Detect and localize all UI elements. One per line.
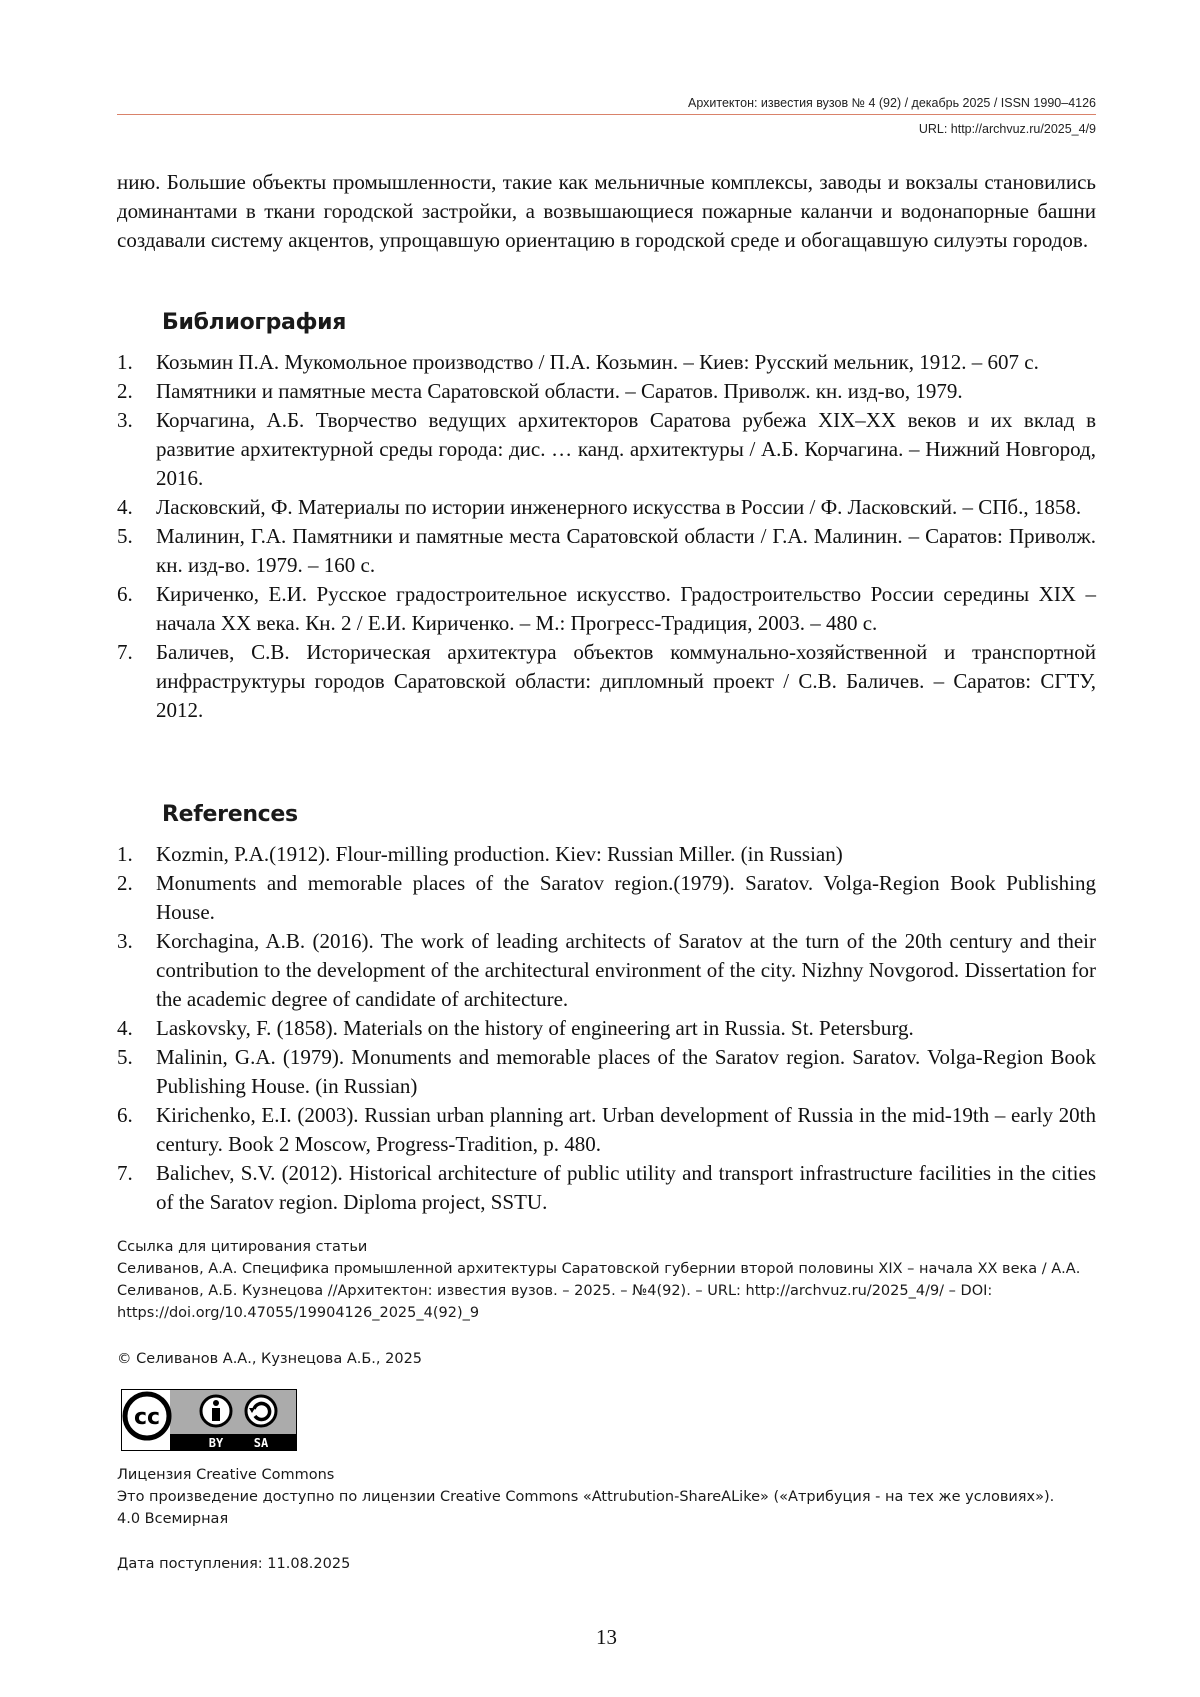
bibliography-item	[117, 377, 1096, 406]
item-number: 5.	[117, 1045, 133, 1069]
item-text: Kozmin, P.A.(1912). Flour-milling production. Kiev: Russian Miller. (in Russian)	[156, 842, 843, 866]
bibliography-item	[117, 493, 1096, 522]
item-number: 3.	[117, 929, 133, 953]
item-text: Laskovsky, F. (1858). Materials on the history of engineering art in Russia. St. Petersburg.	[156, 1016, 914, 1040]
item-number: 1.	[117, 350, 133, 374]
item-text: Korchagina, A.B. (2016). The work of leading architects of Saratov at the turn of the 20th century and their contribution to the development of the architectural environment of the city. Nizhny Novgorod. Dissertation for the academic degree of candidate of architecture.	[156, 929, 1096, 1011]
item-number: 7.	[117, 640, 133, 664]
citation-block	[117, 1236, 1096, 1324]
citation-text: Селиванов, А.А. Специфика промышленной архитектуры Саратовской губернии второй половины XIX – начала XX века / А.А. Селиванов, А.Б. Кузнецова //Архитектон: известия вузов. – 2025. – №4(92). – URL: http://archvuz.ru/2025_4/9/ – DOI: https://doi.org/10.47055/19904126_2025_4(92)_9	[117, 1261, 1081, 1321]
article-url: URL: http://archvuz.ru/2025_4/9	[918, 122, 1096, 136]
by-label: BY	[208, 1436, 224, 1450]
item-number: 6.	[117, 1103, 133, 1127]
reference-item	[117, 1101, 1096, 1159]
license-version: 4.0 Всемирная	[117, 1511, 229, 1527]
item-number: 1.	[117, 842, 133, 866]
item-text: Баличев, С.В. Историческая архитектура объектов коммунально-хозяйственной и транспортной инфраструктуры городов Саратовской области: дипломный проект / С.В. Баличев. – Саратов: СГТУ, 2012.	[156, 640, 1096, 722]
item-number: 4.	[117, 495, 133, 519]
item-text: Малинин, Г.А. Памятники и памятные места Саратовской области / Г.А. Малинин. – Саратов: Приволж. кн. изд-во. 1979. – 160 с.	[156, 524, 1096, 577]
item-text: Ласковский, Ф. Материалы по истории инженерного искусства в России / Ф. Ласковский. – СПб., 1858.	[156, 495, 1082, 519]
item-number: 6.	[117, 582, 133, 606]
bibliography-item	[117, 522, 1096, 580]
license-block	[117, 1464, 1096, 1530]
header-divider	[117, 114, 1096, 115]
license-title: Лицензия Creative Commons	[117, 1467, 335, 1483]
item-text: Памятники и памятные места Саратовской области. – Саратов. Приволж. кн. изд-во, 1979.	[156, 379, 963, 403]
reference-item	[117, 927, 1096, 1014]
citation-label: Ссылка для цитирования статьи	[117, 1239, 368, 1255]
bibliography-title: Библиография	[162, 310, 347, 335]
item-text: Kirichenko, E.I. (2003). Russian urban planning art. Urban development of Russia in the mid-19th – early 20th century. Book 2 Moscow, Progress-Tradition, p. 480.	[156, 1103, 1096, 1156]
item-text: Кириченко, Е.И. Русское градостроительное искусство. Градостроительство России середины XIX – начала XX века. Кн. 2 / Е.И. Кириченко. – М.: Прогресс-Традиция, 2003. – 480 с.	[156, 582, 1096, 635]
item-text: Monuments and memorable places of the Saratov region.(1979). Saratov. Volga-Region Book Publishing House.	[156, 871, 1096, 924]
reference-item	[117, 840, 1096, 869]
reference-item	[117, 1159, 1096, 1217]
journal-header: Архитектон: известия вузов № 4 (92) / декабрь 2025 / ISSN 1990–4126	[688, 96, 1096, 110]
item-number: 5.	[117, 524, 133, 548]
item-number: 4.	[117, 1016, 133, 1040]
copyright-line: © Селиванов А.А., Кузнецова А.Б., 2025	[117, 1351, 423, 1367]
sa-label: SA	[253, 1436, 269, 1450]
item-number: 3.	[117, 408, 133, 432]
share-alike-icon	[246, 1396, 276, 1426]
references-list	[117, 840, 1096, 1217]
references-title: References	[162, 802, 298, 827]
item-number: 2.	[117, 379, 133, 403]
reference-item	[117, 869, 1096, 927]
item-text: Козьмин П.А. Мукомольное производство / П.А. Козьмин. – Киев: Русский мельник, 1912. – 607 с.	[156, 350, 1039, 374]
item-number: 2.	[117, 871, 133, 895]
item-text: Malinin, G.A. (1979). Monuments and memorable places of the Saratov region. Saratov. Volga-Region Book Publishing House. (in Russian)	[156, 1045, 1096, 1098]
page-number: 13	[596, 1625, 617, 1649]
bibliography-list	[117, 348, 1096, 725]
license-text: Это произведение доступно по лицензии Creative Commons «Attrubution-ShareALike» («Атрибуция - на тех же условиях»).	[117, 1489, 1055, 1505]
bibliography-item	[117, 348, 1096, 377]
item-number: 7.	[117, 1161, 133, 1185]
cc-label: cc	[133, 1405, 161, 1430]
cc-by-sa-badge[interactable]	[121, 1389, 297, 1451]
intro-paragraph: нию. Большие объекты промышленности, такие как мельничные комплексы, заводы и вокзалы становились доминантами в ткани городской застройки, а возвышающиеся пожарные каланчи и водонапорные башни создавали систему акцентов, упрощавшую ориентацию в городской среде и обогащавшую силуэты городов.	[117, 170, 1096, 252]
item-text: Balichev, S.V. (2012). Historical architecture of public utility and transport infrastructure facilities in the cities of the Saratov region. Diploma project, SSTU.	[156, 1161, 1096, 1214]
item-text: Корчагина, А.Б. Творчество ведущих архитекторов Саратова рубежа XIX–XX веков и их вклад в развитие архитектурной среды города: дис. … канд. архитектуры / А.Б. Корчагина. – Нижний Новгород, 2016.	[156, 408, 1096, 490]
bibliography-item	[117, 580, 1096, 638]
bibliography-item	[117, 638, 1096, 725]
reference-item	[117, 1014, 1096, 1043]
bibliography-item	[117, 406, 1096, 493]
reference-item	[117, 1043, 1096, 1101]
received-date: Дата поступления: 11.08.2025	[117, 1556, 351, 1572]
